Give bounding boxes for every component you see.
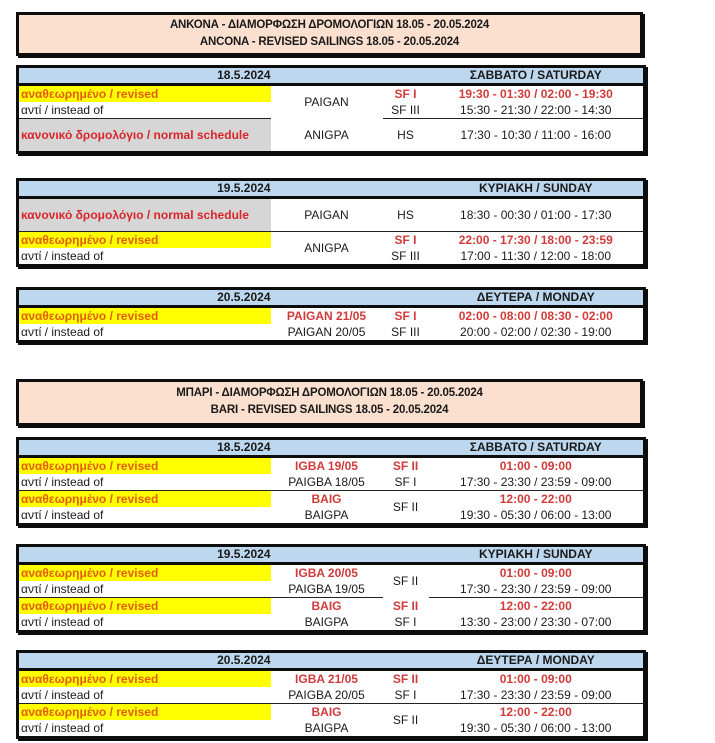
time-revised: 19:30 - 01:30 / 02:00 - 19:30 bbox=[458, 87, 613, 101]
table-row bbox=[18, 474, 645, 491]
revised-label: αναθεωρημένο / revised bbox=[18, 491, 271, 508]
ancona-title-box bbox=[16, 12, 643, 56]
sf-class-revised: SF II bbox=[392, 598, 419, 613]
time-instead: 13:30 - 23:00 / 23:30 - 07:00 bbox=[460, 615, 612, 629]
bari-table-20-05 bbox=[16, 650, 646, 739]
day-label: ΣΑΒΒΑΤΟ / SATURDAY bbox=[429, 67, 645, 85]
day-label: ΔΕΥΤΕΡΑ / MONDAY bbox=[429, 652, 645, 670]
revised-label: αναθεωρημένο / revised bbox=[18, 704, 271, 721]
bari-table-19-05 bbox=[16, 544, 646, 633]
instead-label: αντί / instead of bbox=[21, 325, 104, 339]
sf-class-revised: SF I bbox=[394, 309, 417, 323]
table-row bbox=[18, 457, 645, 475]
bari-table-18-05 bbox=[16, 437, 646, 526]
revised-label: αναθεωρημένο / revised bbox=[18, 564, 271, 582]
bari-title-box bbox=[16, 379, 643, 426]
table-row bbox=[18, 670, 645, 688]
ancona-table-19-05 bbox=[16, 178, 646, 267]
ship-code-revised: IGBA 21/05 bbox=[295, 672, 358, 686]
ancona-table-18-05 bbox=[16, 65, 646, 154]
ancona-title-english: ANCONA - REVISED SAILINGS 18.05 - 20.05.2024 bbox=[199, 36, 460, 48]
table-row bbox=[18, 704, 645, 721]
time-instead: 17:00 - 11:30 / 12:00 - 18:00 bbox=[460, 249, 612, 263]
ship-code-instead: BAIGPA bbox=[304, 721, 349, 735]
date-label: 18.5.2024 bbox=[18, 67, 271, 85]
time-instead: 15:30 - 21:30 / 22:00 - 14:30 bbox=[429, 102, 645, 119]
day-label: ΣΑΒΒΑΤΟ / SATURDAY bbox=[429, 439, 645, 457]
time-revised: 12:00 - 22:00 bbox=[499, 705, 572, 719]
sf-class-revised: SF I bbox=[394, 87, 417, 101]
table-header bbox=[18, 546, 645, 564]
sf-class-instead: SF III bbox=[391, 249, 420, 263]
time-normal: 17:30 - 10:30 / 11:00 - 16:00 bbox=[460, 128, 612, 142]
date-label: 20.5.2024 bbox=[18, 652, 271, 670]
time-instead: 19:30 - 05:30 / 06:00 - 13:00 bbox=[460, 508, 612, 522]
table-row bbox=[18, 507, 645, 525]
sf-class-instead: SF III bbox=[391, 325, 420, 339]
normal-schedule-label: κανονικό δρομολόγιο / normal schedule bbox=[18, 198, 271, 232]
revised-label: αναθεωρημένο / revised bbox=[18, 598, 271, 615]
table-row bbox=[18, 324, 645, 342]
instead-label: αντί / instead of bbox=[21, 508, 104, 522]
instead-label: αντί / instead of bbox=[21, 615, 104, 629]
time-revised: 22:00 - 17:30 / 18:00 - 23:59 bbox=[458, 233, 613, 247]
ship-code: PAIGAN bbox=[271, 198, 383, 232]
table-row bbox=[18, 198, 645, 232]
instead-label: αντί / instead of bbox=[18, 581, 271, 598]
sf-class-revised: SF II bbox=[392, 672, 419, 686]
sf-class: HS bbox=[397, 128, 414, 142]
date-label: 19.5.2024 bbox=[18, 180, 271, 198]
sf-class-instead: SF I bbox=[383, 474, 429, 491]
ancona-title-greek: ΑΝΚΟΝΑ - ΔΙΑΜΟΡΦΩΣΗ ΔΡΟΜΟΛΟΓΙΩΝ 18.05 - 20.05.2024 bbox=[169, 19, 490, 31]
time-instead: 20:00 - 02:00 / 02:30 - 19:00 bbox=[460, 325, 612, 339]
instead-label: αντί / instead of bbox=[21, 721, 104, 735]
date-label: 18.5.2024 bbox=[18, 439, 271, 457]
table-header bbox=[18, 180, 645, 198]
sf-class-instead: SF I bbox=[394, 615, 417, 629]
instead-label: αντί / instead of bbox=[18, 474, 271, 491]
ship-code-revised: BAIG bbox=[311, 599, 342, 613]
ship-code: ANIGPA bbox=[304, 241, 349, 255]
ship-code-instead: PAIGBA 19/05 bbox=[271, 581, 383, 598]
ship-code: ANIGPA bbox=[304, 127, 349, 142]
sf-class-revised: SF II bbox=[392, 459, 419, 473]
date-label: 20.5.2024 bbox=[18, 289, 271, 307]
ship-code-instead: PAIGBA 20/05 bbox=[271, 687, 383, 704]
ship-code-revised: IGBA 20/05 bbox=[295, 566, 358, 580]
time-revised: 01:00 - 09:00 bbox=[499, 672, 572, 686]
time-normal: 18:30 - 00:30 / 01:00 - 17:30 bbox=[429, 198, 645, 232]
table-header bbox=[18, 652, 645, 670]
ship-code-revised: PAIGAN 21/05 bbox=[286, 309, 367, 323]
normal-schedule-label: κανονικό δρομολόγιο / normal schedule bbox=[18, 119, 271, 153]
table-row bbox=[18, 614, 645, 632]
sf-class: SF II bbox=[392, 500, 419, 514]
table-row bbox=[18, 720, 645, 738]
day-label: ΚΥΡΙΑΚΗ / SUNDAY bbox=[429, 180, 645, 198]
time-revised: 02:00 - 08:00 / 08:30 - 02:00 bbox=[458, 309, 613, 323]
table-row bbox=[18, 581, 645, 598]
table-row bbox=[18, 491, 645, 508]
date-label: 19.5.2024 bbox=[18, 546, 271, 564]
time-instead: 19:30 - 05:30 / 06:00 - 13:00 bbox=[460, 721, 612, 735]
day-label: ΚΥΡΙΑΚΗ / SUNDAY bbox=[429, 546, 645, 564]
sf-class: SF II bbox=[392, 574, 419, 589]
table-header bbox=[18, 439, 645, 457]
table-header bbox=[18, 67, 645, 85]
bari-title-english: BARI - REVISED SAILINGS 18.05 - 20.05.2024 bbox=[210, 404, 449, 416]
day-label: ΔΕΥΤΕΡΑ / MONDAY bbox=[429, 289, 645, 307]
table-row bbox=[18, 85, 645, 103]
sf-class-instead: SF I bbox=[383, 687, 429, 704]
time-instead: 17:30 - 23:30 / 23:59 - 09:00 bbox=[429, 687, 645, 704]
table-row bbox=[18, 687, 645, 704]
revised-label: αναθεωρημένο / revised bbox=[18, 232, 271, 249]
instead-label: αντί / instead of bbox=[18, 102, 271, 119]
table-row bbox=[18, 564, 645, 582]
time-instead: 17:30 - 23:30 / 23:59 - 09:00 bbox=[429, 581, 645, 598]
table-row bbox=[18, 307, 645, 325]
bari-title-greek: ΜΠΑΡΙ - ΔΙΑΜΟΡΦΩΣΗ ΔΡΟΜΟΛΟΓΙΩΝ 18.05 - 20.05.2024 bbox=[176, 387, 483, 399]
time-revised: 12:00 - 22:00 bbox=[499, 492, 572, 506]
ship-code-revised: IGBA 19/05 bbox=[295, 459, 358, 473]
time-revised: 12:00 - 22:00 bbox=[499, 599, 572, 613]
revised-label: αναθεωρημένο / revised bbox=[18, 307, 271, 325]
ship-code-revised: BAIG bbox=[311, 705, 342, 719]
table-row bbox=[18, 232, 645, 249]
instead-label: αντί / instead of bbox=[21, 249, 104, 263]
sf-class: SF II bbox=[392, 713, 419, 727]
ship-code: PAIGAN bbox=[304, 95, 349, 110]
time-instead: 17:30 - 23:30 / 23:59 - 09:00 bbox=[429, 474, 645, 491]
revised-label: αναθεωρημένο / revised bbox=[18, 85, 271, 103]
time-revised: 01:00 - 09:00 bbox=[499, 566, 572, 580]
table-header bbox=[18, 289, 645, 307]
table-row bbox=[18, 119, 645, 153]
revised-label: αναθεωρημένο / revised bbox=[18, 457, 271, 475]
sf-class: HS bbox=[383, 198, 429, 232]
revised-label: αναθεωρημένο / revised bbox=[18, 670, 271, 688]
table-row bbox=[18, 598, 645, 615]
ship-code-instead: PAIGBA 18/05 bbox=[271, 474, 383, 491]
ship-code-revised: BAIG bbox=[311, 492, 342, 506]
ancona-table-20-05 bbox=[16, 287, 646, 343]
ship-code-instead: BAIGPA bbox=[304, 615, 349, 629]
ship-code-instead: BAIGPA bbox=[304, 508, 349, 522]
instead-label: αντί / instead of bbox=[18, 687, 271, 704]
ship-code-instead: PAIGAN 20/05 bbox=[287, 325, 366, 339]
time-revised: 01:00 - 09:00 bbox=[499, 459, 572, 473]
sf-class-instead: SF III bbox=[383, 102, 429, 119]
sf-class-revised: SF I bbox=[394, 233, 417, 247]
